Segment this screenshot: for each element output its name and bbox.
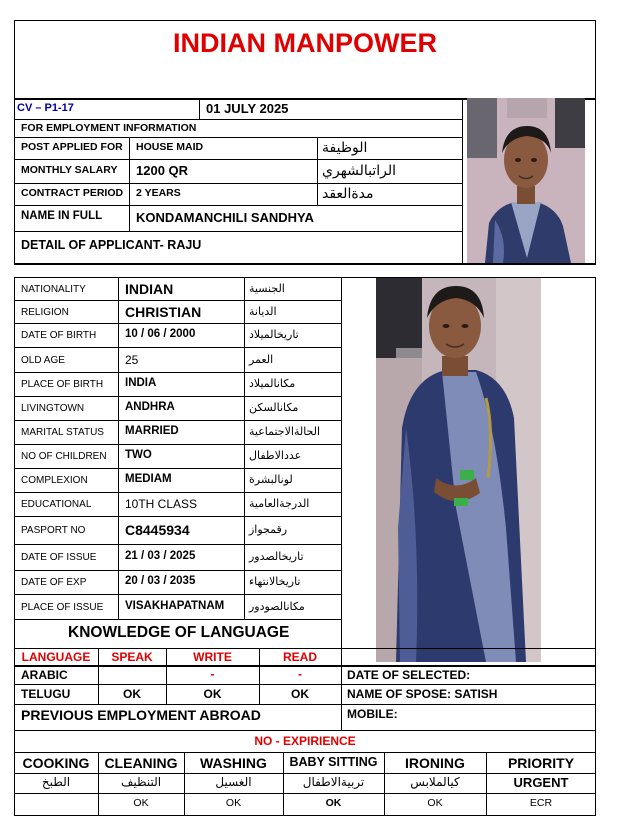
detail-arabic: مكانالميلاد [249,377,296,390]
detail-value: 20 / 03 / 2035 [125,575,196,587]
salary-label: MONTHLY SALARY [21,164,118,176]
detail-arabic: لونالبشرة [249,473,293,486]
skill-value: OK [427,797,443,809]
employment-info-heading: FOR EMPLOYMENT INFORMATION [21,122,197,134]
detail-value: 21 / 03 / 2025 [125,550,196,562]
detail-label: EDUCATIONAL [21,499,92,510]
skill-arabic: التنظيف [120,775,162,789]
applicant-detail: DETAIL OF APPLICANT- RAJU [21,238,202,252]
skill-name: CLEANING [104,755,178,771]
post-label: POST APPLIED FOR [21,141,123,153]
post-value: HOUSE MAID [136,141,204,153]
previous-employment-title: PREVIOUS EMPLOYMENT ABROAD [21,707,261,723]
detail-arabic: العمر [249,353,274,366]
contract-value: 2 YEARS [136,187,181,199]
detail-label: OLD AGE [21,355,65,366]
detail-value: TWO [125,449,152,461]
detail-arabic: الجنسية [249,282,285,295]
skill-name: PRIORITY [507,755,575,771]
detail-arabic: الدرجةالعامية [249,497,310,510]
skill-arabic: الطبخ [41,775,71,789]
lang-header-write: WRITE [193,650,232,664]
applicant-photo-full [376,278,541,662]
cv-date: 01 JULY 2025 [206,101,289,116]
detail-value: INDIA [125,377,157,389]
lang-header-speak: SPEAK [111,650,153,664]
detail-arabic: مكانالسكن [249,401,299,414]
skill-value: ECR [529,797,553,809]
detail-arabic: الحالةالاجتماعية [249,425,321,438]
skill-value: OK [225,797,242,809]
salary-value: 1200 QR [136,163,189,178]
contract-label: CONTRACT PERIOD [21,187,124,199]
date-selected: DATE OF SELECTED: [347,668,471,682]
lang-row-arabic-read: - [298,667,302,681]
lang-row-arabic-name: ARABIC [21,668,68,682]
detail-label: DATE OF EXP [21,577,87,588]
salary-arabic: الراتبالشهري [322,163,397,179]
portrait-image [467,98,585,263]
detail-value: 25 [125,353,139,367]
detail-value: CHRISTIAN [125,304,202,320]
detail-label: PLACE OF ISSUE [21,602,104,613]
full-body-image [376,278,541,662]
detail-label: NO OF CHILDREN [21,451,107,462]
contract-arabic: مدةالعقد [322,186,374,202]
detail-arabic: تاريخالانتهاء [249,575,301,588]
detail-arabic: تاريخالصدور [249,550,304,563]
lang-header-read: READ [282,650,317,664]
name-label: NAME IN FULL [21,210,103,222]
detail-arabic: مكانالصودور [249,600,305,613]
lang-row-telugu-speak: OK [123,687,141,701]
detail-label: PASPORT NO [21,525,86,536]
skill-arabic: تربيةالاطفال [302,775,365,789]
detail-label: COMPLEXION [21,475,88,486]
detail-label: DATE OF ISSUE [21,552,97,563]
skill-name: COOKING [22,755,90,771]
detail-label: PLACE OF BIRTH [21,379,104,390]
detail-value: MEDIAM [125,473,172,485]
experience-value: NO - EXPIRIENCE [254,734,356,748]
detail-label: NATIONALITY [21,284,86,295]
skill-name: WASHING [200,755,267,771]
lang-row-telugu-read: OK [291,687,309,701]
lang-row-arabic-write: - [210,667,215,681]
applicant-photo-small [467,98,585,263]
mobile-label: MOBILE: [347,707,398,721]
detail-value: 10 / 06 / 2000 [125,328,196,340]
lang-header-language: LANGUAGE [21,650,91,664]
detail-value: C8445934 [125,522,190,538]
detail-label: LIVINGTOWN [21,403,85,414]
detail-arabic: الديانة [249,305,277,318]
name-value: KONDAMANCHILI SANDHYA [136,210,314,225]
detail-value: ANDHRA [125,401,175,413]
skill-arabic: كيالملابس [410,775,460,789]
post-arabic: الوظيفة [322,140,368,156]
lang-row-telugu-name: TELUGU [21,687,71,701]
detail-arabic: تاريخالميلاد [249,328,299,341]
skill-value: OK [133,797,149,809]
detail-arabic: عددالاطفال [249,449,302,462]
skill-name: IRONING [405,755,465,771]
detail-label: RELIGION [21,307,69,318]
detail-value: INDIAN [125,281,174,297]
detail-label: MARITAL STATUS [21,427,104,438]
detail-value: MARRIED [125,425,179,437]
detail-value: VISAKHAPATNAM [125,600,225,612]
spouse-name: NAME OF SPOSE: SATISH [347,687,498,701]
language-title: KNOWLEDGE OF LANGUAGE [68,624,290,641]
lang-row-telugu-write: OK [203,687,222,701]
detail-label: DATE OF BIRTH [21,330,97,341]
detail-value: 10TH CLASS [125,497,198,511]
skill-arabic: URGENT [513,775,569,790]
skill-name: BABY SITTING [289,755,378,769]
cv-number: CV – P1-17 [17,102,74,114]
skill-arabic: الغسيل [215,775,252,789]
page-title: INDIAN MANPOWER [173,28,437,58]
skill-value: OK [325,797,342,809]
detail-arabic: رقمجواز [249,523,288,536]
